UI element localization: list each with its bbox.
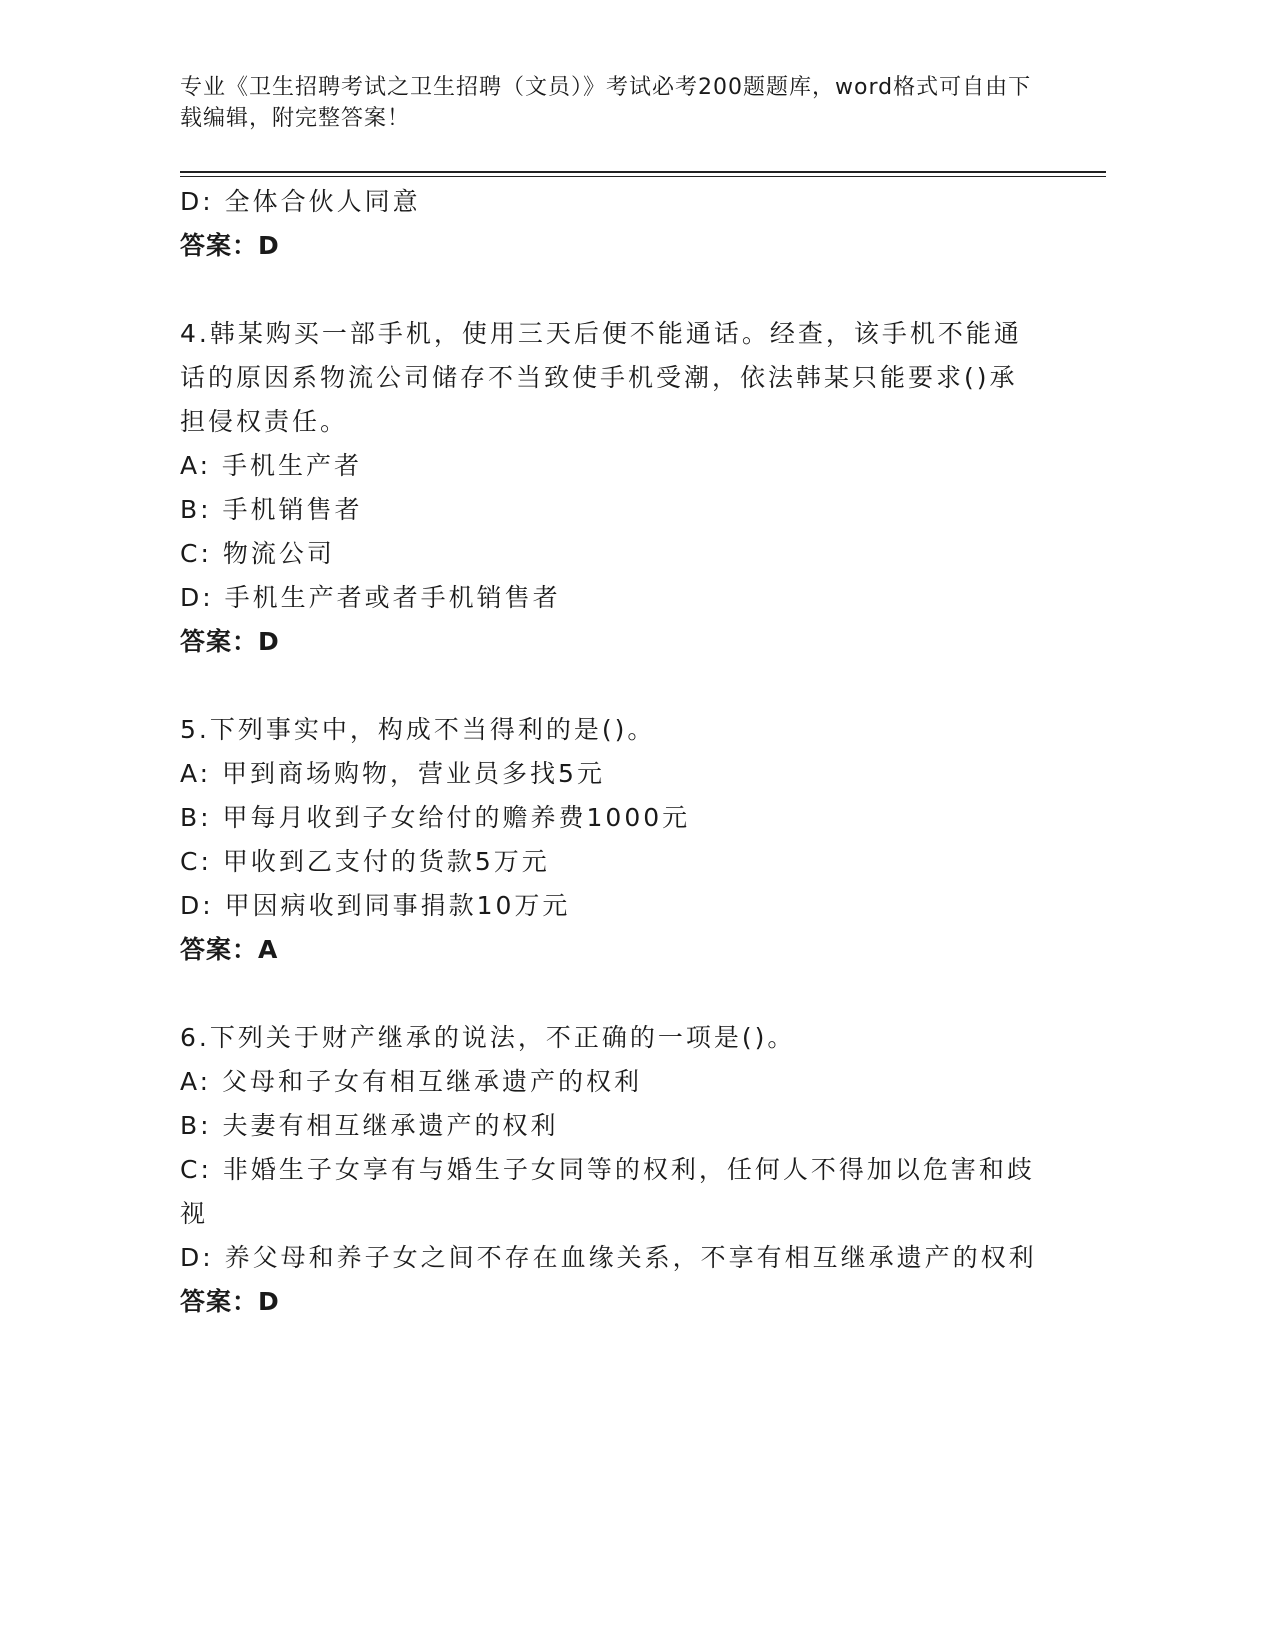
question-5 [180,708,1040,972]
spacer [180,972,1040,1016]
option-a: A: 手机生产者 [180,451,363,480]
header-divider-thick [180,171,1106,173]
option-a: A: 父母和子女有相互继承遗产的权利 [180,1067,643,1096]
document-header: 专业《卫生招聘考试之卫生招聘（文员）》考试必考200题题库，word格式可自由下载编辑，附完整答案！ [180,75,1032,131]
option-a: A: 甲到商场购物，营业员多找5元 [180,759,605,788]
option-c: C: 甲收到乙支付的货款5万元 [180,847,550,876]
spacer [180,268,1040,312]
question-stem: 6.下列关于财产继承的说法，不正确的一项是()。 [180,1023,796,1052]
question-4 [180,312,1040,664]
answer-line: 答案：D [180,231,280,260]
option-b: B: 甲每月收到子女给付的赡养费1000元 [180,803,691,832]
question-list [180,180,1040,1324]
option-c: C: 物流公司 [180,539,335,568]
option-d: D: 甲因病收到同事捐款10万元 [180,891,571,920]
answer-line: 答案：A [180,935,279,964]
option-d: D: 手机生产者或者手机销售者 [180,583,561,612]
answer-line: 答案：D [180,627,280,656]
option-c: C: 非婚生子女享有与婚生子女同等的权利，任何人不得加以危害和歧视 [180,1155,1035,1228]
spacer [180,664,1040,708]
answer-line: 答案：D [180,1287,280,1316]
question-6 [180,1016,1040,1324]
partial-question [180,180,1040,268]
option-d: D: 养父母和养子女之间不存在血缘关系，不享有相互继承遗产的权利 [180,1243,1037,1272]
question-stem: 5.下列事实中，构成不当得利的是()。 [180,715,656,744]
option-b: B: 手机销售者 [180,495,363,524]
question-stem: 4.韩某购买一部手机，使用三天后便不能通话。经查，该手机不能通话的原因系物流公司储存不当致使手机受潮，依法韩某只能要求()承担侵权责任。 [180,319,1022,436]
option-d: D: 全体合伙人同意 [180,187,421,216]
option-b: B: 夫妻有相互继承遗产的权利 [180,1111,559,1140]
header-divider-thin [180,176,1106,177]
